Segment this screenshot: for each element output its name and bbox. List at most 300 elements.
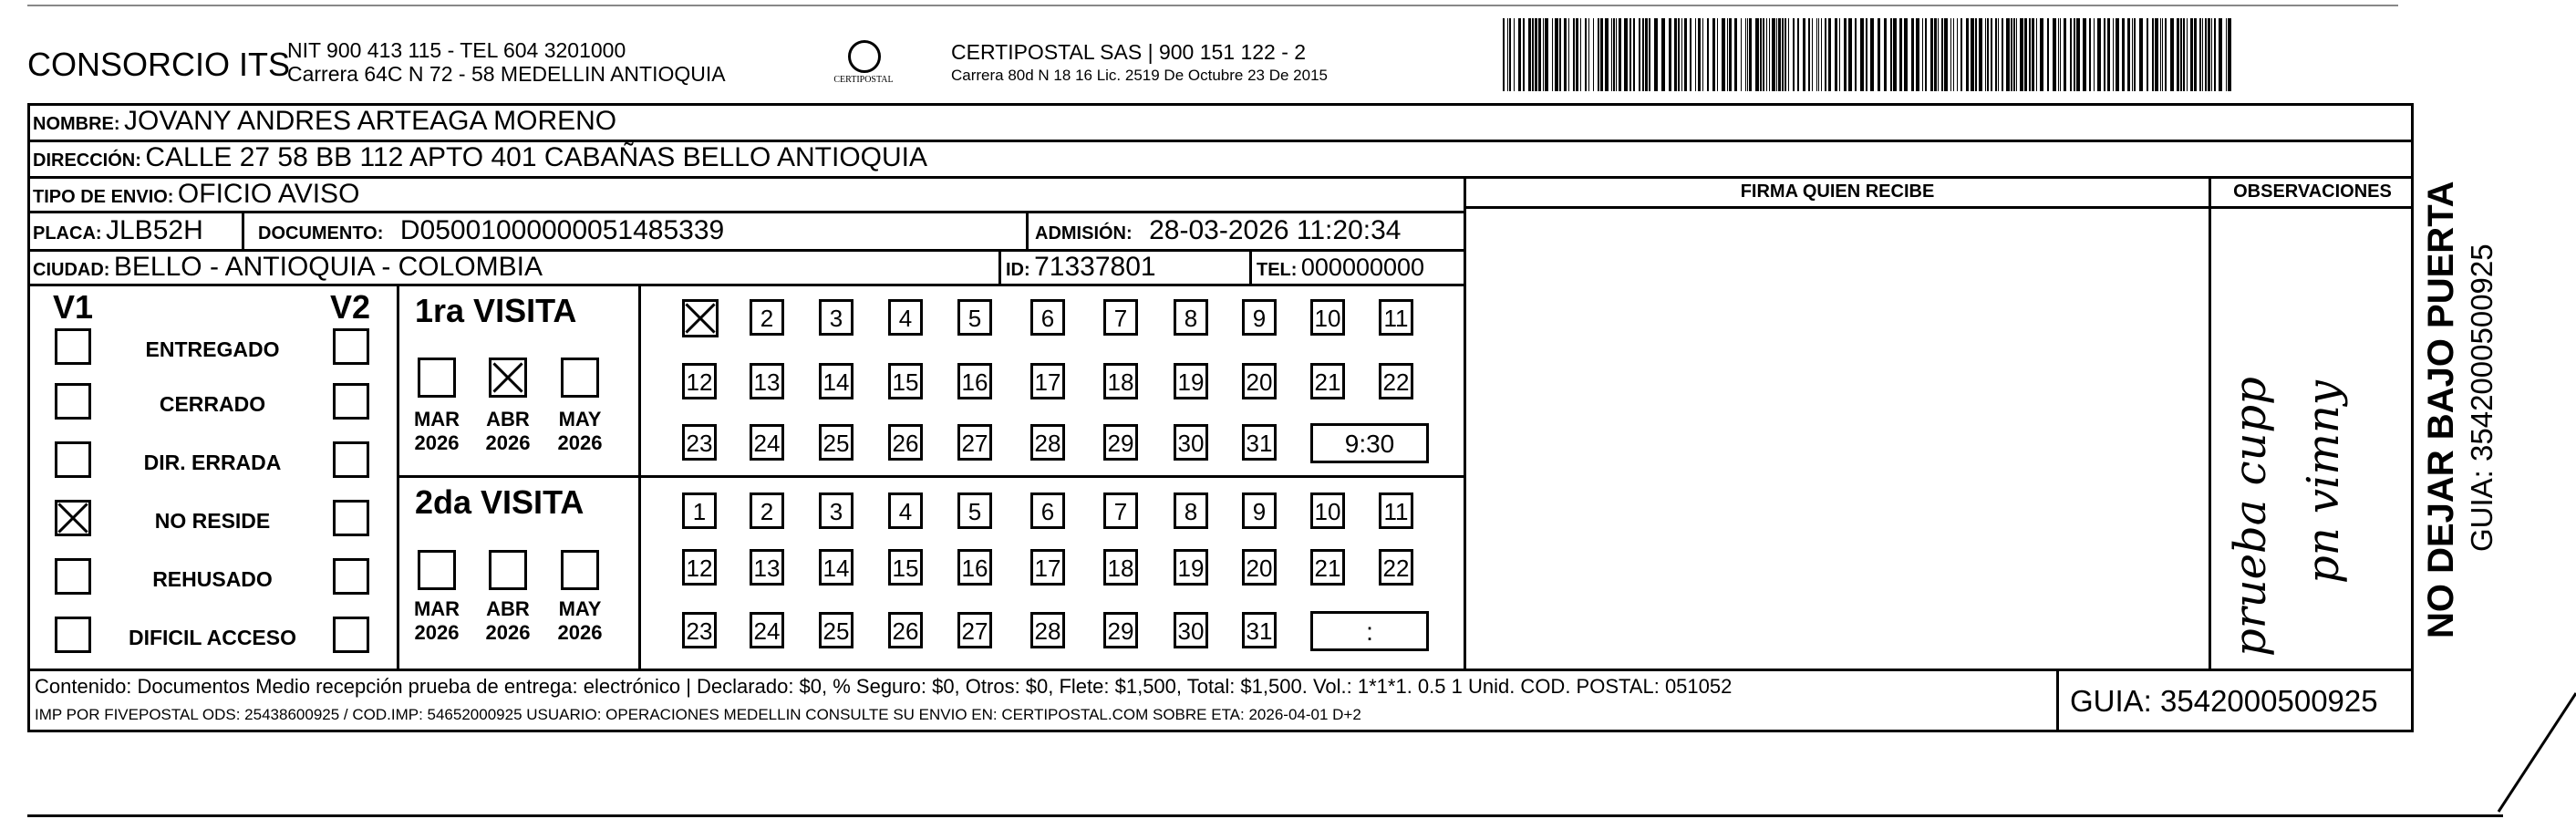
barcode-bar <box>2116 18 2119 91</box>
barcode-bar <box>1808 18 1810 91</box>
barcode-bar <box>1619 18 1621 91</box>
bottom-edge-line <box>27 814 2503 817</box>
barcode-bar <box>1844 18 1847 91</box>
day-box[interactable]: 2 <box>750 299 784 336</box>
nombre-label: NOMBRE: <box>33 114 120 134</box>
day-box[interactable]: 6 <box>1030 492 1065 529</box>
barcode-bar <box>1760 18 1762 91</box>
barcode-bar <box>1645 18 1648 91</box>
admision-label: ADMISIÓN: <box>1035 223 1133 244</box>
v2-checkbox[interactable] <box>333 383 369 420</box>
day-box[interactable]: 26 <box>888 612 923 648</box>
signature-area[interactable] <box>1466 209 2209 669</box>
day-box[interactable]: 3 <box>819 299 853 336</box>
barcode-bar <box>2058 18 2059 91</box>
barcode-bar <box>2083 18 2086 91</box>
day-box[interactable]: 31 <box>1242 612 1277 648</box>
day-box[interactable]: 15 <box>888 549 923 586</box>
v2-checkbox[interactable] <box>333 500 369 536</box>
tel-field <box>1257 254 1424 282</box>
tipo-envio-label: TIPO DE ENVIO: <box>33 187 174 207</box>
month-year: 2026 <box>414 621 460 644</box>
day-box[interactable] <box>682 299 719 337</box>
barcode-bar <box>1552 18 1553 91</box>
barcode-bar <box>1950 18 1951 91</box>
month-checkbox[interactable] <box>489 550 527 590</box>
day-box[interactable]: 9 <box>1242 492 1277 529</box>
footer-guia: GUIA: 3542000500925 <box>2070 684 2378 718</box>
day-box[interactable]: 11 <box>1379 492 1413 529</box>
day-box[interactable]: 16 <box>957 549 992 586</box>
month-label <box>481 597 535 645</box>
barcode-bar <box>2002 18 2003 91</box>
barcode-bar <box>1669 18 1671 91</box>
barcode-bar <box>2020 18 2023 91</box>
company-name: CONSORCIO ITS <box>27 46 291 83</box>
day-box[interactable]: 28 <box>1030 424 1065 461</box>
v1-checkbox[interactable] <box>55 441 91 478</box>
barcode-bar <box>1734 18 1737 91</box>
placa-value: JLB52H <box>106 215 203 245</box>
barcode-bar <box>1878 18 1880 91</box>
month-label <box>409 408 464 455</box>
direccion-row <box>33 142 927 173</box>
barcode-bar <box>1788 18 1789 91</box>
barcode-bar <box>1778 18 1781 91</box>
barcode-bar <box>1749 18 1752 91</box>
barcode-bar <box>2211 18 2212 91</box>
barcode-bar <box>2134 18 2136 91</box>
barcode-bar <box>1987 18 1989 91</box>
barcode-bar <box>1707 18 1709 91</box>
barcode-bar <box>1712 18 1715 91</box>
barcode-bar <box>1782 18 1784 91</box>
barcode-bar <box>2147 18 2148 91</box>
v1-checkbox[interactable] <box>55 383 91 420</box>
no-dejar-bajo-puerta: NO DEJAR BAJO PUERTA <box>2421 181 2461 638</box>
barcode-bar <box>1821 18 1822 91</box>
barcode-bar <box>1695 18 1696 91</box>
barcode-bar <box>1642 18 1644 91</box>
day-box[interactable]: 20 <box>1242 363 1277 399</box>
barcode-bar <box>1860 18 1864 91</box>
barcode-bar <box>2162 18 2163 91</box>
status-option-label: REHUSADO <box>152 567 273 591</box>
ciudad-field <box>33 252 543 283</box>
barcode-bar <box>1848 18 1852 91</box>
day-box[interactable]: 8 <box>1174 299 1208 336</box>
barcode-bar <box>2047 18 2049 91</box>
barcode-bar <box>1690 18 1691 91</box>
barcode-bar <box>1684 18 1687 91</box>
day-box[interactable]: 20 <box>1242 549 1277 586</box>
barcode-bar <box>2226 18 2227 91</box>
documento-field <box>258 215 724 246</box>
barcode-bar <box>1633 18 1635 91</box>
day-box[interactable]: 18 <box>1103 549 1138 586</box>
barcode-bar <box>2177 18 2179 91</box>
month-checkbox[interactable] <box>561 550 599 590</box>
id-field <box>1006 252 1156 283</box>
barcode-bar <box>1629 18 1631 91</box>
barcode-bar <box>2180 18 2182 91</box>
barcode-bar <box>1507 18 1508 91</box>
day-box[interactable]: 30 <box>1174 612 1208 648</box>
barcode-bar <box>1899 18 1902 91</box>
footer-print-line: IMP POR FIVEPOSTAL ODS: 25438600925 / COD.IMP: 54652000925 USUARIO: OPERACIONES MEDELLIN CONSULTE SU ENVIO EN: CERTIPOSTAL.COM SOBRE ETA: 2026-04-01 D+2 <box>35 706 1361 723</box>
tel-label: TEL: <box>1257 260 1298 280</box>
admision-field <box>1035 215 1401 246</box>
barcode-bar <box>1828 18 1831 91</box>
visita1-hour[interactable]: 9:30 <box>1310 423 1429 463</box>
month-label <box>409 597 464 645</box>
barcode-bar <box>2165 18 2167 91</box>
barcode-bar <box>1985 18 1986 91</box>
tipo-envio-value: OFICIO AVISO <box>177 179 360 209</box>
barcode-bar <box>1797 18 1799 91</box>
v1-checkbox[interactable] <box>55 617 91 653</box>
barcode-bar <box>1559 18 1561 91</box>
day-box[interactable]: 29 <box>1103 612 1138 648</box>
barcode-bar <box>1573 18 1575 91</box>
courier-info <box>951 40 1328 88</box>
barcode-bar <box>2208 18 2210 91</box>
month-year: 2026 <box>557 621 603 644</box>
courier-nit-line: CERTIPOSTAL SAS | 900 151 122 - 2 <box>951 40 1307 64</box>
day-box[interactable]: 9 <box>1242 299 1277 336</box>
day-box[interactable]: 27 <box>957 612 992 648</box>
day-box[interactable]: 29 <box>1103 424 1138 461</box>
barcode-bar <box>1523 18 1525 91</box>
day-box[interactable]: 6 <box>1030 299 1065 336</box>
day-box[interactable]: 12 <box>682 549 717 586</box>
v1-header: V1 <box>53 288 94 326</box>
barcode-bar <box>1839 18 1840 91</box>
barcode-bar <box>1702 18 1703 91</box>
day-box[interactable]: 21 <box>1310 363 1345 399</box>
barcode-bar <box>2199 18 2201 91</box>
day-box[interactable]: 19 <box>1174 549 1208 586</box>
barcode-bar <box>1925 18 1927 91</box>
barcode-bar <box>1922 18 1923 91</box>
barcode-bar <box>1545 18 1548 91</box>
status-option-label: DIR. ERRADA <box>143 451 282 474</box>
top-edge-line <box>27 5 2398 6</box>
status-option-label: DIFICIL ACCESO <box>128 626 296 649</box>
month-name: MAY <box>558 408 602 430</box>
month-checkbox[interactable] <box>561 358 599 398</box>
direccion-value: CALLE 27 58 BB 112 APTO 401 CABAÑAS BELLO ANTIOQUIA <box>145 142 927 172</box>
month-year: 2026 <box>485 621 531 644</box>
tel-value: 000000000 <box>1300 254 1425 281</box>
day-box[interactable]: 25 <box>819 612 853 648</box>
certipostal-logo <box>832 35 895 98</box>
ciudad-label: CIUDAD: <box>33 260 110 280</box>
barcode-bar <box>1543 18 1544 91</box>
barcode-bar <box>1654 18 1658 91</box>
day-box[interactable]: 14 <box>819 363 853 399</box>
month-checkbox[interactable] <box>418 358 456 398</box>
day-box[interactable]: 24 <box>750 612 784 648</box>
barcode-bar <box>1763 18 1764 91</box>
day-box[interactable]: 8 <box>1174 492 1208 529</box>
day-box[interactable]: 12 <box>682 363 717 399</box>
barcode-bar <box>2139 18 2143 91</box>
barcode-bar <box>1769 18 1770 91</box>
barcode-bar <box>2107 18 2110 91</box>
placa-field <box>33 215 203 246</box>
v2-checkbox[interactable] <box>333 441 369 478</box>
day-box[interactable]: 16 <box>957 363 992 399</box>
barcode-bar <box>1755 18 1759 91</box>
barcode-bar <box>1514 18 1515 91</box>
barcode-bar <box>1698 18 1701 91</box>
v2-checkbox[interactable] <box>333 617 369 653</box>
barcode-bar <box>1930 18 1933 91</box>
barcode-bar <box>1866 18 1867 91</box>
barcode-bar <box>1835 18 1837 91</box>
barcode-bar <box>1803 18 1805 91</box>
day-box[interactable]: 13 <box>750 363 784 399</box>
barcode-bar <box>2074 18 2075 91</box>
logo-emblem-icon <box>848 40 881 73</box>
barcode-bar <box>1585 18 1587 91</box>
visita2-title: 2da VISITA <box>415 483 585 521</box>
barcode-bar <box>2228 18 2231 91</box>
barcode-bar <box>1600 18 1603 91</box>
day-box[interactable]: 10 <box>1310 299 1345 336</box>
barcode-bar <box>1979 18 1982 91</box>
company-address-line: Carrera 64C N 72 - 58 MEDELLIN ANTIOQUIA <box>287 62 726 86</box>
day-box[interactable]: 11 <box>1379 299 1413 336</box>
barcode-bar <box>1890 18 1892 91</box>
barcode-bar <box>1580 18 1581 91</box>
courier-license-line: Carrera 80d N 18 16 Lic. 2519 De Octubre 23 De 2015 <box>951 67 1328 84</box>
day-box[interactable]: 23 <box>682 612 717 648</box>
v1-checkbox[interactable] <box>55 328 91 365</box>
month-checkbox[interactable] <box>489 358 527 398</box>
barcode-bar <box>1855 18 1857 91</box>
documento-label: DOCUMENTO: <box>258 223 384 244</box>
month-name: MAR <box>413 408 460 430</box>
barcode-bar <box>1747 18 1748 91</box>
company-nit-line: NIT 900 413 115 - TEL 604 3201000 <box>287 38 626 62</box>
barcode-bar <box>1911 18 1914 91</box>
barcode-bar <box>2132 18 2133 91</box>
status-option-label: ENTREGADO <box>145 337 280 361</box>
barcode-bar <box>1916 18 1919 91</box>
status-option-label: NO RESIDE <box>154 509 271 533</box>
day-box[interactable]: 7 <box>1103 299 1138 336</box>
status-option-label: CERRADO <box>159 392 266 416</box>
month-year: 2026 <box>485 431 531 454</box>
barcode-bar <box>1681 18 1682 91</box>
barcode-bar <box>1995 18 1997 91</box>
day-box[interactable]: 4 <box>888 492 923 529</box>
barcode-bar <box>2205 18 2207 91</box>
barcode-bar <box>1605 18 1609 91</box>
barcode-bar <box>2016 18 2017 91</box>
logo-caption: CERTIPOSTAL <box>833 75 894 85</box>
cut-edge-lines <box>2453 0 2576 819</box>
day-box[interactable]: 28 <box>1030 612 1065 648</box>
side-guia: GUIA: 3542000500925 <box>2465 244 2498 552</box>
day-box[interactable]: 14 <box>819 549 853 586</box>
barcode-bar <box>2070 18 2072 91</box>
barcode-bar <box>1975 18 1977 91</box>
day-box[interactable]: 21 <box>1310 549 1345 586</box>
visita2-hour[interactable]: : <box>1310 611 1429 651</box>
barcode-bar <box>1528 18 1531 91</box>
barcode <box>1503 18 2232 91</box>
barcode-bar <box>1953 18 1954 91</box>
barcode-bar <box>1825 18 1826 91</box>
day-box[interactable]: 4 <box>888 299 923 336</box>
barcode-bar <box>1678 18 1680 91</box>
day-box[interactable]: 26 <box>888 424 923 461</box>
barcode-bar <box>1616 18 1617 91</box>
barcode-bar <box>1532 18 1534 91</box>
day-box[interactable]: 17 <box>1030 363 1065 399</box>
day-box[interactable]: 19 <box>1174 363 1208 399</box>
barcode-bar <box>1593 18 1594 91</box>
barcode-bar <box>1729 18 1732 91</box>
barcode-bar <box>1944 18 1948 91</box>
admision-value: 28-03-2026 11:20:34 <box>1149 215 1402 245</box>
barcode-bar <box>2064 18 2066 91</box>
barcode-bar <box>2013 18 2015 91</box>
barcode-bar <box>2097 18 2101 91</box>
barcode-bar <box>2094 18 2095 91</box>
id-value: 71337801 <box>1034 252 1156 282</box>
day-box[interactable]: 17 <box>1030 549 1065 586</box>
barcode-bar <box>1776 18 1777 91</box>
month-checkbox[interactable] <box>418 550 456 590</box>
barcode-bar <box>1957 18 1958 91</box>
day-box[interactable]: 24 <box>750 424 784 461</box>
barcode-bar <box>2089 18 2091 91</box>
day-box[interactable]: 31 <box>1242 424 1277 461</box>
barcode-bar <box>2219 18 2222 91</box>
barcode-bar <box>1904 18 1908 91</box>
barcode-bar <box>2183 18 2185 91</box>
barcode-bar <box>1611 18 1612 91</box>
barcode-bar <box>1598 18 1599 91</box>
barcode-bar <box>2053 18 2056 91</box>
barcode-bar <box>1639 18 1640 91</box>
barcode-bar <box>1971 18 1974 91</box>
ciudad-value: BELLO - ANTIOQUIA - COLOMBIA <box>113 252 543 282</box>
barcode-bar <box>1518 18 1521 91</box>
barcode-bar <box>1938 18 1939 91</box>
barcode-bar <box>1818 18 1819 91</box>
barcode-bar <box>2060 18 2061 91</box>
barcode-bar <box>2155 18 2158 91</box>
v2-checkbox[interactable] <box>333 558 369 595</box>
barcode-bar <box>1535 18 1537 91</box>
company-info <box>287 38 726 86</box>
barcode-bar <box>2036 18 2037 91</box>
day-box[interactable]: 3 <box>819 492 853 529</box>
nombre-value: JOVANY ANDRES ARTEAGA MORENO <box>124 106 617 136</box>
barcode-bar <box>1613 18 1615 91</box>
month-label <box>553 597 607 645</box>
barcode-bar <box>1576 18 1578 91</box>
barcode-bar <box>2122 18 2125 91</box>
day-box[interactable]: 5 <box>957 492 992 529</box>
month-label <box>553 408 607 455</box>
footer-content-line: Contenido: Documentos Medio recepción prueba de entrega: electrónico | Declarado: $0, % Seguro: $0, Otros: $0, Flete: $1,500, Total: $1,500. Vol.: 1*1*1. 0.5 1 Unid. COD. POSTAL: 051052 <box>35 675 1733 698</box>
month-name: MAY <box>558 597 602 620</box>
v2-checkbox[interactable] <box>333 328 369 365</box>
barcode-bar <box>1870 18 1874 91</box>
barcode-bar <box>2170 18 2174 91</box>
barcode-bar <box>1661 18 1665 91</box>
v1-checkbox[interactable] <box>55 558 91 595</box>
direccion-label: DIRECCIÓN: <box>33 150 141 171</box>
barcode-bar <box>1555 18 1558 91</box>
barcode-bar <box>1568 18 1569 91</box>
barcode-bar <box>2029 18 2031 91</box>
id-label: ID: <box>1006 260 1030 280</box>
barcode-bar <box>2076 18 2080 91</box>
barcode-bar <box>2127 18 2130 91</box>
barcode-bar <box>2214 18 2216 91</box>
barcode-bar <box>1564 18 1567 91</box>
day-box[interactable]: 2 <box>750 492 784 529</box>
barcode-bar <box>2202 18 2203 91</box>
barcode-bar <box>1722 18 1725 91</box>
month-name: MAR <box>413 597 460 620</box>
month-label <box>481 408 535 455</box>
nombre-row <box>33 106 616 137</box>
documento-value: D05001000000051485339 <box>399 215 725 245</box>
barcode-bar <box>1717 18 1718 91</box>
day-box[interactable]: 27 <box>957 424 992 461</box>
firma-header: FIRMA QUIEN RECIBE <box>1740 181 1935 202</box>
month-name: ABR <box>486 408 530 430</box>
day-box[interactable]: 5 <box>957 299 992 336</box>
barcode-bar <box>1816 18 1817 91</box>
day-box[interactable]: 30 <box>1174 424 1208 461</box>
barcode-bar <box>1588 18 1589 91</box>
barcode-bar <box>1727 18 1728 91</box>
barcode-bar <box>2104 18 2105 91</box>
day-box[interactable]: 7 <box>1103 492 1138 529</box>
day-box[interactable]: 22 <box>1379 363 1413 399</box>
barcode-bar <box>1674 18 1677 91</box>
tipo-envio-row <box>33 179 359 210</box>
barcode-bar <box>1624 18 1628 91</box>
barcode-bar <box>2190 18 2193 91</box>
day-box[interactable]: 18 <box>1103 363 1138 399</box>
day-box[interactable]: 13 <box>750 549 784 586</box>
visita1-title: 1ra VISITA <box>415 292 577 329</box>
day-box[interactable]: 1 <box>682 492 717 529</box>
barcode-bar <box>2024 18 2027 91</box>
barcode-bar <box>1538 18 1541 91</box>
month-year: 2026 <box>414 431 460 454</box>
barcode-bar <box>2011 18 2012 91</box>
day-box[interactable]: 23 <box>682 424 717 461</box>
day-box[interactable]: 22 <box>1379 549 1413 586</box>
day-box[interactable]: 10 <box>1310 492 1345 529</box>
day-box[interactable]: 25 <box>819 424 853 461</box>
barcode-bar <box>1893 18 1897 91</box>
day-box[interactable]: 15 <box>888 363 923 399</box>
barcode-bar <box>1745 18 1746 91</box>
v1-checkbox[interactable] <box>55 500 91 536</box>
